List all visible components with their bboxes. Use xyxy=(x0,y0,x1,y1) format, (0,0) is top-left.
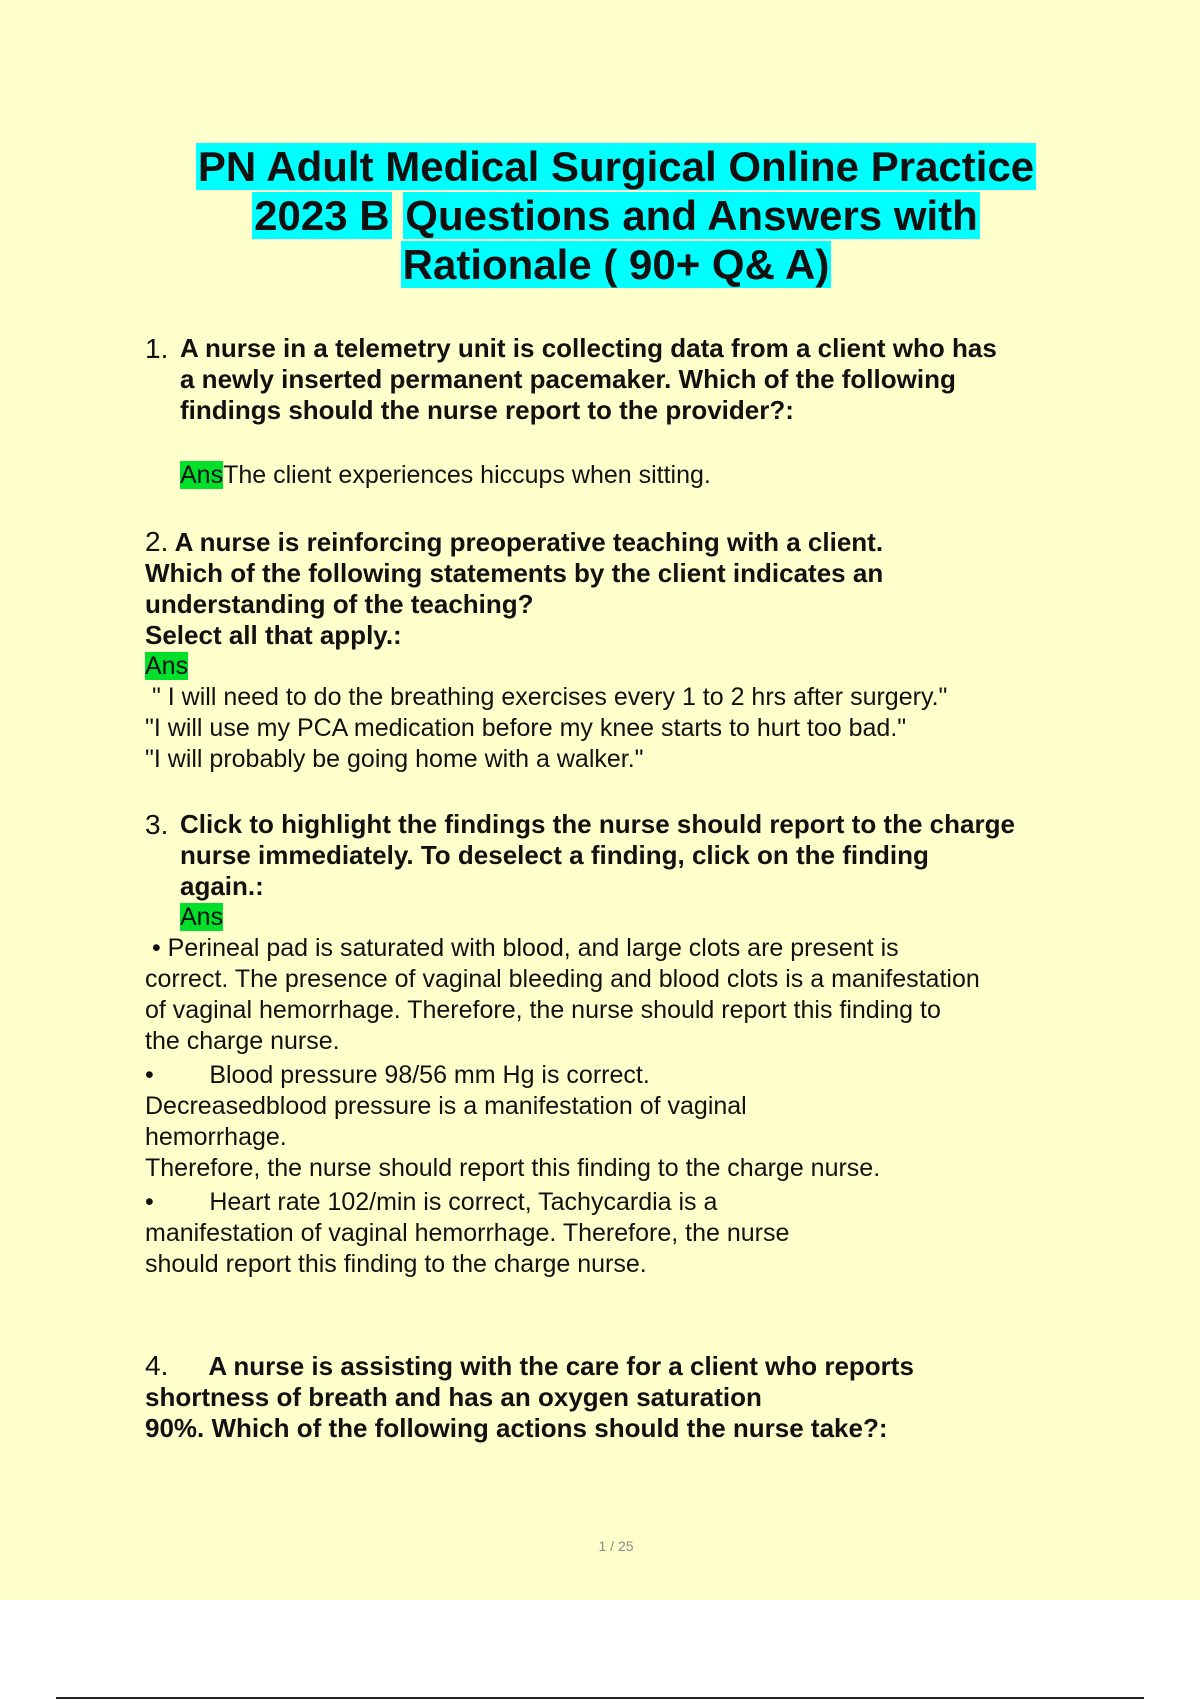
question-1-text-line-3: findings should the nurse report to the provider?: xyxy=(180,395,794,425)
answer-3-line-1: • Perineal pad is saturated with blood, and large clots are present is xyxy=(145,934,899,962)
question-1-text-line-1: A nurse in a telemetry unit is collecting data from a client who has xyxy=(180,333,997,363)
answer-3-line-3: of vaginal hemorrhage. Therefore, the nurse should report this finding to xyxy=(145,996,941,1024)
answer-3-line-7: hemorrhage. xyxy=(145,1123,287,1151)
question-3-text-line-1: Click to highlight the findings the nurse should report to the charge xyxy=(180,809,1015,839)
answer-2-line-1: " I will need to do the breathing exercises every 1 to 2 hrs after surgery." xyxy=(145,683,948,711)
answer-3-line-8: Therefore, the nurse should report this finding to the charge nurse. xyxy=(145,1154,881,1182)
question-3-text-line-2: nurse immediately. To deselect a finding, click on the finding xyxy=(180,840,929,870)
question-2-number: 2. xyxy=(145,526,169,557)
answer-3-line-9: • Heart rate 102/min is correct, Tachycardia is a xyxy=(145,1188,718,1216)
question-4-number: 4. xyxy=(145,1350,169,1381)
title-line-1: PN Adult Medical Surgical Online Practice xyxy=(197,143,1035,190)
question-4-text-line-1: A nurse is assisting with the care for a client who reports xyxy=(208,1351,914,1381)
title-line-2a: 2023 B xyxy=(254,192,390,239)
document-title xyxy=(120,142,1112,289)
question-3-text-line-3: again.: xyxy=(180,871,264,901)
title-line-3: Rationale ( 90+ Q& A) xyxy=(402,241,830,288)
bottom-divider xyxy=(56,1697,1144,1699)
page-number: 1 / 25 xyxy=(598,1538,634,1554)
answer-3-line-4: the charge nurse. xyxy=(145,1027,340,1055)
answer-1-label: Ans xyxy=(180,461,224,489)
answer-2-line-3: "I will probably be going home with a walker." xyxy=(145,745,644,773)
answer-2-line-2: "I will use my PCA medication before my knee starts to hurt too bad." xyxy=(145,714,907,742)
question-2-text-line-2: Which of the following statements by the client indicates an xyxy=(145,558,884,588)
answer-3-line-11: should report this finding to the charge nurse. xyxy=(145,1250,647,1278)
question-1-number: 1. xyxy=(145,333,169,364)
question-2-text-line-3: understanding of the teaching? xyxy=(145,589,534,619)
question-1-text-line-2: a newly inserted permanent pacemaker. Which of the following xyxy=(180,364,956,394)
question-4-text-line-3: 90%. Which of the following actions should the nurse take?: xyxy=(145,1413,888,1443)
answer-3-line-6: Decreasedblood pressure is a manifestation of vaginal xyxy=(145,1092,747,1120)
question-3-number: 3. xyxy=(145,809,169,840)
question-2-text-line-1: A nurse is reinforcing preoperative teaching with a client. xyxy=(174,527,884,557)
answer-3-label: Ans xyxy=(180,903,224,931)
answer-3-line-5: • Blood pressure 98/56 mm Hg is correct. xyxy=(145,1061,650,1089)
title-line-2b: Questions and Answers with xyxy=(405,192,978,239)
question-2 xyxy=(145,526,1145,775)
question-4 xyxy=(145,1350,1145,1444)
answer-1-text: The client experiences hiccups when sitting. xyxy=(223,461,711,489)
question-4-text-line-2: shortness of breath and has an oxygen saturation xyxy=(145,1382,762,1412)
question-2-text-line-4: Select all that apply.: xyxy=(145,620,402,650)
answer-3-line-2: correct. The presence of vaginal bleeding and blood clots is a manifestation xyxy=(145,965,980,993)
answer-2-label: Ans xyxy=(145,652,189,680)
answer-3-line-10: manifestation of vaginal hemorrhage. Therefore, the nurse xyxy=(145,1219,790,1247)
